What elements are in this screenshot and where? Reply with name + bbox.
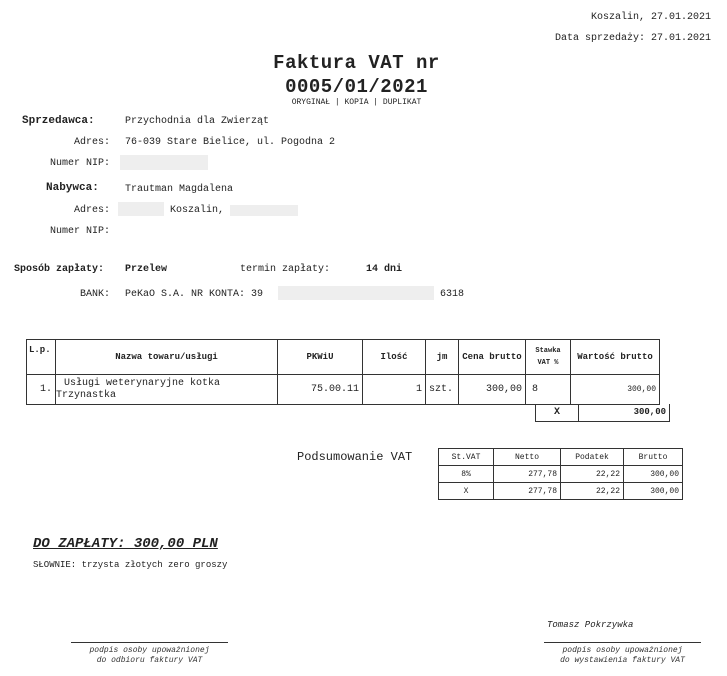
issuer-name: Tomasz Pokrzywka <box>547 620 634 630</box>
right-signature-line <box>544 642 701 643</box>
right-signature-caption-line1: podpis osoby upoważnionej <box>562 646 683 655</box>
buyer-address-label: Adres: <box>73 205 110 216</box>
copy-types: ORYGINAŁ | KOPIA | DUPLIKAT <box>291 98 422 107</box>
vat-summary-table <box>438 448 683 500</box>
payment-term-label: termin zapłaty: <box>240 264 331 275</box>
col-vat: Stawka VAT % <box>526 340 571 375</box>
vat-rate: 8% <box>439 466 494 483</box>
items-header-row <box>27 340 660 375</box>
buyer-label: Nabywca: <box>46 182 99 194</box>
bank-label: BANK: <box>79 289 110 300</box>
seller-label: Sprzedawca: <box>22 115 95 127</box>
sale-date: Data sprzedaży: 27.01.2021 <box>554 33 711 44</box>
row-pkwiu: 75.00.11 <box>278 375 363 405</box>
vat-rate: X <box>439 483 494 500</box>
col-qty: Ilość <box>363 340 426 375</box>
left-signature-caption-line2: do odbioru faktury VAT <box>96 656 203 665</box>
vat-summary-label: Podsumowanie VAT <box>297 450 413 464</box>
right-signature-caption-line2: do wystawienia faktury VAT <box>560 656 685 665</box>
vat-tax: 22,22 <box>561 466 624 483</box>
table-row <box>439 466 683 483</box>
vat-col-gross: Brutto <box>624 449 683 466</box>
table-row <box>439 483 683 500</box>
seller-nip-redacted <box>120 155 208 170</box>
buyer-nip-label: Numer NIP: <box>49 226 110 237</box>
seller-address-label: Adres: <box>73 137 110 148</box>
vat-net: 277,78 <box>494 466 561 483</box>
col-price: Cena brutto <box>459 340 526 375</box>
left-signature-caption <box>71 646 228 666</box>
seller-name: Przychodnia dla Zwierząt <box>125 116 270 127</box>
buyer-name: Trautman Magdalena <box>125 184 234 195</box>
buyer-address-redacted <box>118 202 164 216</box>
bank-account: PeKaO S.A. NR KONTA: 39 <box>125 289 264 300</box>
payment-method: Przelew <box>125 264 168 275</box>
vat-gross: 300,00 <box>624 466 683 483</box>
row-vat: 8 <box>526 375 571 405</box>
table-row <box>27 375 660 405</box>
invoice-title: Faktura VAT nr <box>273 52 440 74</box>
buyer-street-redacted <box>230 205 298 216</box>
invoice-number: 0005/01/2021 <box>285 76 428 98</box>
left-signature-caption-line1: podpis osoby upoważnionej <box>89 646 210 655</box>
row-price: 300,00 <box>459 375 526 405</box>
vat-col-tax: Podatek <box>561 449 624 466</box>
total-value: 300,00 <box>578 404 670 422</box>
col-lp: L.p. <box>27 340 56 375</box>
row-value: 300,00 <box>571 375 660 405</box>
bank-account-redacted <box>278 286 434 300</box>
amount-in-words: SŁOWNIE: trzysta złotych zero groszy <box>33 560 228 570</box>
col-pkwiu: PKWiU <box>278 340 363 375</box>
bank-account-end: 6318 <box>440 289 465 300</box>
right-signature-caption <box>544 646 701 666</box>
items-table <box>26 339 660 405</box>
vat-gross: 300,00 <box>624 483 683 500</box>
row-unit: szt. <box>426 375 459 405</box>
col-name: Nazwa towaru/usługi <box>56 340 278 375</box>
row-name <box>56 375 278 405</box>
row-qty: 1 <box>363 375 426 405</box>
seller-nip-label: Numer NIP: <box>49 158 110 169</box>
to-pay-amount: DO ZAPŁATY: 300,00 PLN <box>33 536 218 552</box>
total-marker: X <box>535 404 579 422</box>
col-value: Wartość brutto <box>571 340 660 375</box>
vat-col-net: Netto <box>494 449 561 466</box>
vat-tax: 22,22 <box>561 483 624 500</box>
buyer-address-city: Koszalin, <box>170 205 225 216</box>
vat-net: 277,78 <box>494 483 561 500</box>
vat-col-rate: St.VAT <box>439 449 494 466</box>
payment-method-label: Sposób zapłaty: <box>14 264 105 275</box>
row-name-line1: Usługi weterynaryjne kotka <box>64 377 221 389</box>
place-date: Koszalin, 27.01.2021 <box>590 12 711 23</box>
row-name-line2: Trzynastka <box>56 389 117 401</box>
row-lp: 1. <box>27 375 56 405</box>
col-unit: jm <box>426 340 459 375</box>
left-signature-line <box>71 642 228 643</box>
payment-term: 14 dni <box>366 264 403 275</box>
seller-address: 76-039 Stare Bielice, ul. Pogodna 2 <box>125 137 336 148</box>
vat-header-row <box>439 449 683 466</box>
